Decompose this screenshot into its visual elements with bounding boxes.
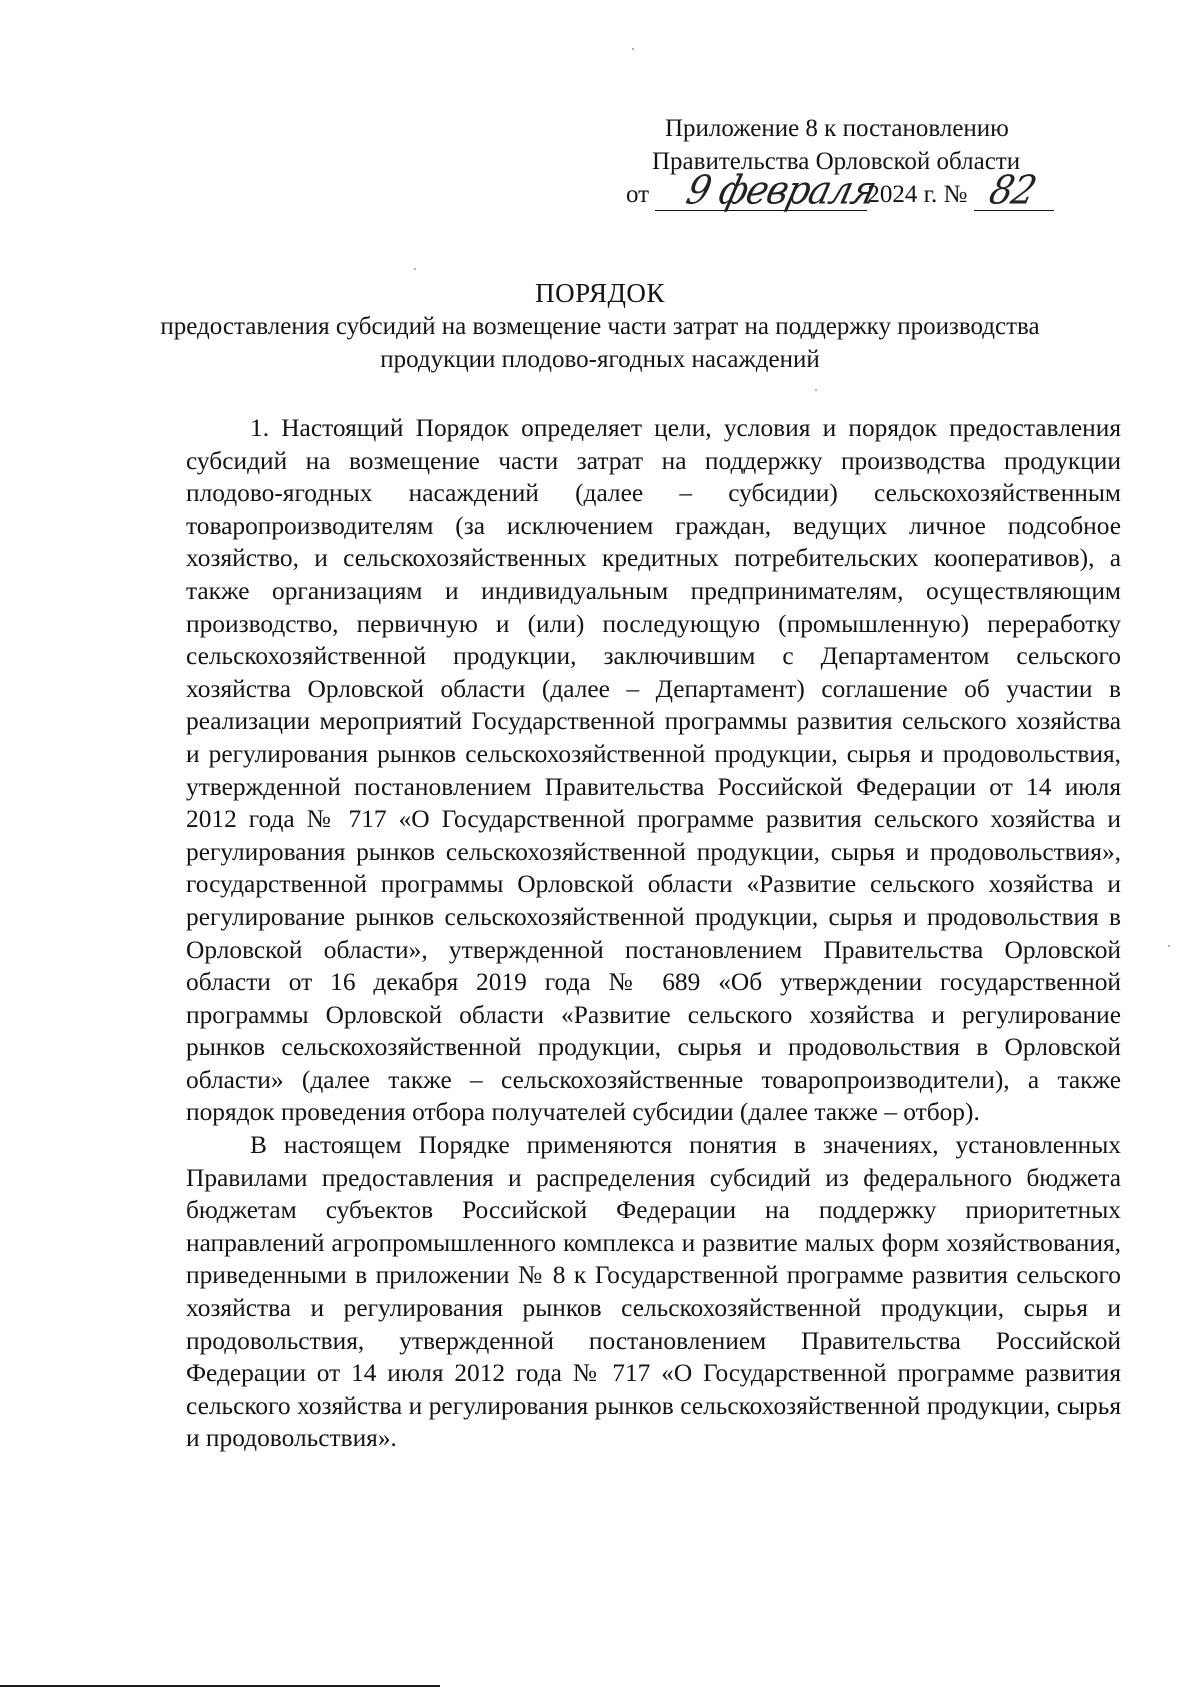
attachment-line-2: Правительства Орловской области (652, 148, 1021, 175)
scan-speck (815, 389, 817, 391)
year-and-number-label: 2024 г. № (867, 181, 968, 208)
document-title: ПОРЯДОК (535, 278, 665, 308)
scan-edge-line (0, 1685, 440, 1687)
handwritten-date: 9 февраля (682, 168, 881, 214)
attachment-line-1: Приложение 8 к постановлению (665, 115, 1009, 142)
paragraph-1: 1. Настоящий Порядок определяет цели, условия и порядок предоставления субсидий на возмещение части затрат на поддержку производства продукции плодово-ягодных насаждений (далее – субсидии) сельскохозяйственным товаропроизводителям (за исключением граждан, ведущих личное подсобное хозяйство, и сельскохозяйственных кредитных потребительских кооперативов), а также организациям и индивидуальным предпринимателям, осуществляющим производство, первичную и (или) последующую (промышленную) переработку сельскохозяйственной продукции, заключившим с Департаментом сельского хозяйства Орловской области (далее – Департамент) соглашение об участии в реализации мероприятий Государственной программы развития сельского хозяйства и регулирования рынков сельскохозяйственной продукции, сырья и продовольствия, утвержденной постановлением Правительства Российской Федерации от 14 июля 2012 года № 717 «О Государственной программе развития сельского хозяйства и регулирования рынков сельскохозяйственной продукции, сырья и продовольствия», государственной программы Орловской области «Развитие сельского хозяйства и регулирование рынков сельскохозяйственной продукции, сырья и продовольствия в Орловской области», утвержденной постановлением Правительства Орловской области от 16 декабря 2019 года № 689 «Об утверждении государственной программы Орловской области «Развитие сельского хозяйства и регулирование рынков сельскохозяйственной продукции, сырья и продовольствия в Орловской области» (далее также – сельскохозяйственные товаропроизводители), а также порядок проведения отбора получателей субсидии (далее также – отбор). (186, 414, 1121, 1127)
scan-speck (632, 48, 634, 50)
attachment-header (600, 112, 1120, 214)
date-prefix: от (626, 181, 650, 208)
date-fill-line (655, 168, 881, 214)
document-subtitle: предоставления субсидий на возмещение части затрат на поддержку производства продукции плодово-ягодных насаждений (160, 313, 1040, 373)
scan-speck (1168, 945, 1170, 947)
number-fill-line (974, 168, 1054, 214)
document-body (186, 412, 1121, 1455)
scan-speck (414, 268, 416, 270)
attachment-date-line (626, 168, 1120, 214)
document-title-block (140, 276, 1060, 376)
paragraph-2: В настоящем Порядке применяются понятия в значениях, установленных Правилами предоставления и распределения субсидий из федерального бюджета бюджетам субъектов Российской Федерации на поддержку приоритетных направлений агропромышленного комплекса и развитие малых форм хозяйствования, приведенными в приложении № 8 к Государственной программе развития сельского хозяйства и регулирования рынков сельскохозяйственной продукции, сырья и продовольствия, утвержденной постановлением Правительства Российской Федерации от 14 июля 2012 года № 717 «О Государственной программе развития сельского хозяйства и регулирования рынков сельскохозяйственной продукции, сырья и продовольствия». (186, 1131, 1121, 1453)
handwritten-number: 82 (984, 168, 1040, 214)
